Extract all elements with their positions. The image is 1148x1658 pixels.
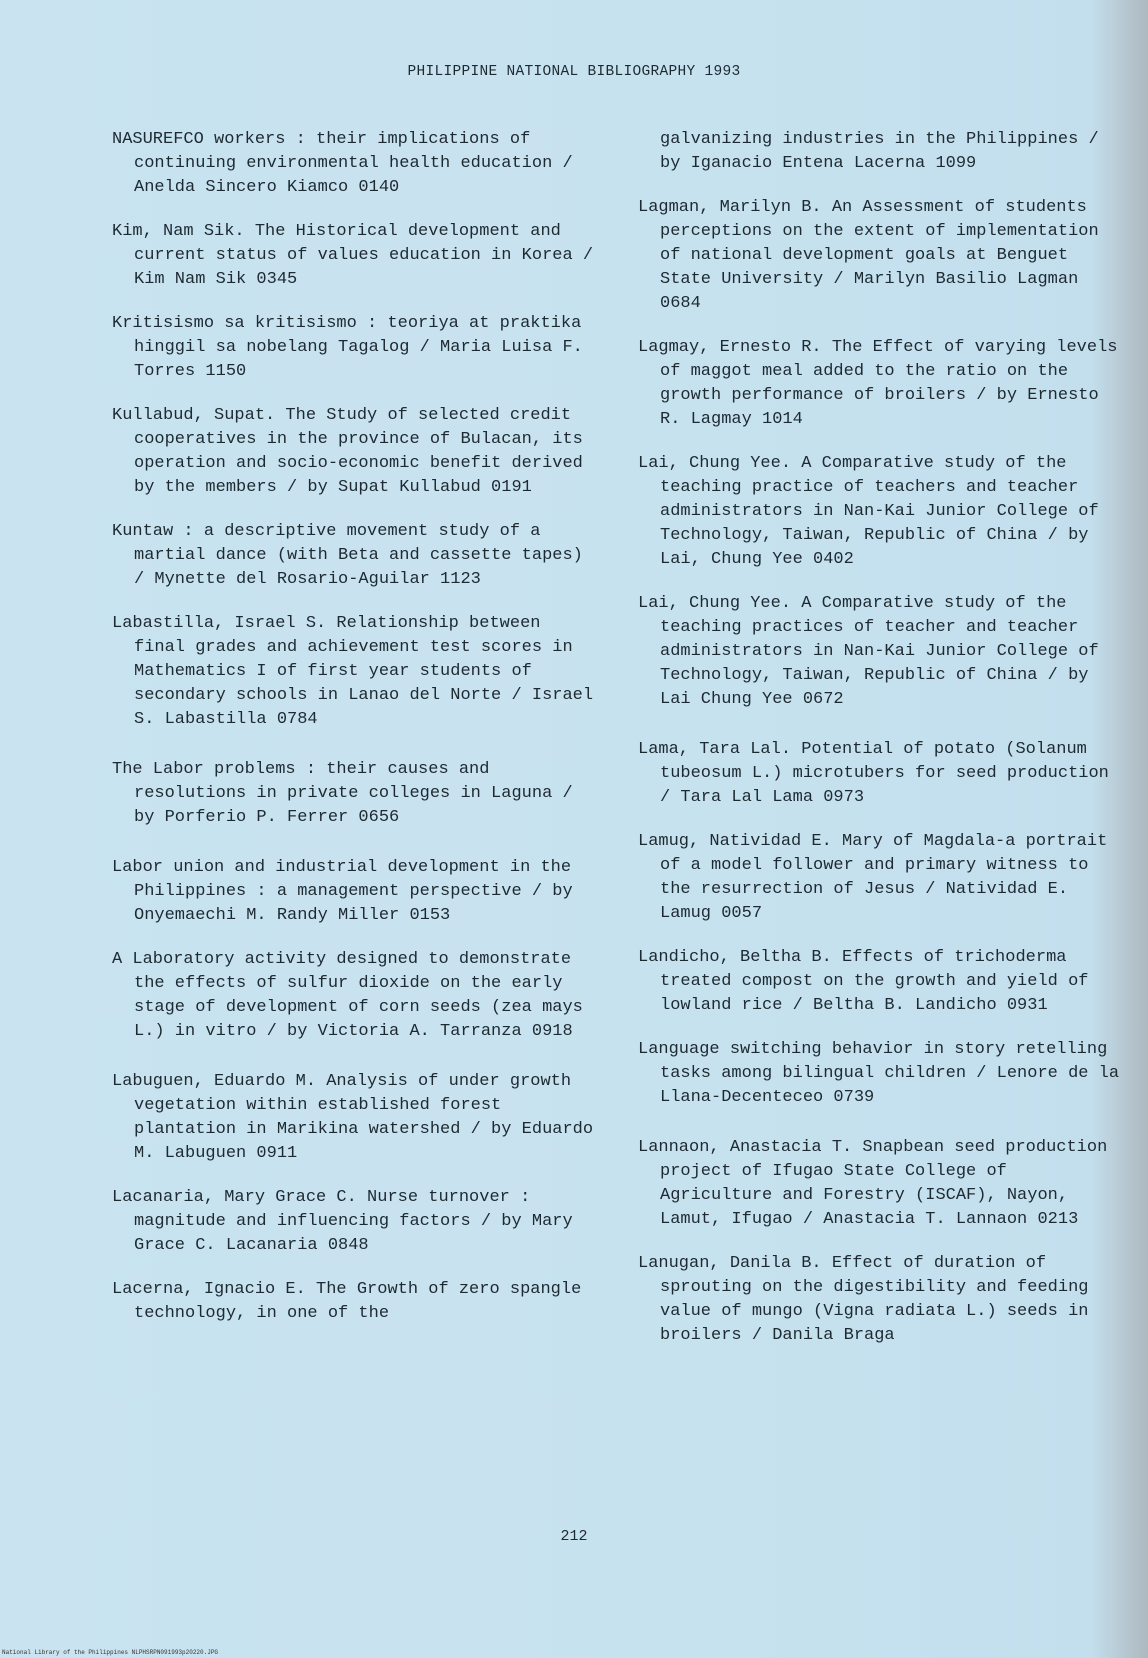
bibliography-entry: Lacerna, Ignacio E. The Growth of zero spangle technology, in one of the [112,1280,582,1323]
bibliography-entry: Landicho, Beltha B. Effects of trichoderma treated compost on the growth and yield of lowland rice / Beltha B. Landicho 0931 [638,948,1089,1015]
bibliography-entry: Labastilla, Israel S. Relationship between final grades and achievement test scores in Mathematics I of first year students of secondary schools in Lanao del Norte / Israel S. Labastilla 0784 [112,614,594,729]
bibliography-entry: Lai, Chung Yee. A Comparative study of the teaching practice of teachers and teacher administrators in Nan-Kai Junior College of Technology, Taiwan, Republic of China / by Lai, Chung Yee 0402 [638,454,1099,569]
bibliography-entry: Lai, Chung Yee. A Comparative study of the teaching practices of teacher and teacher administrators in Nan-Kai Junior College of Technology, Taiwan, Republic of China / by Lai Chung Yee 0672 [638,594,1099,709]
bibliography-entry: Lacanaria, Mary Grace C. Nurse turnover : magnitude and influencing factors / by Mary Grace C. Lacanaria 0848 [112,1188,573,1255]
bibliography-entry: Kuntaw : a descriptive movement study of a martial dance (with Beta and cassette tapes) / Mynette del Rosario-Aguilar 1123 [112,522,583,589]
bibliography-entry: A Laboratory activity designed to demonstrate the effects of sulfur dioxide on the early stage of development of corn seeds (zea mays L.) in vitro / by Victoria A. Tarranza 0918 [112,950,583,1041]
left-column [112,128,600,1346]
bibliography-entry: Lagmay, Ernesto R. The Effect of varying levels of maggot meal added to the ratio on the growth performance of broilers / by Ernesto R. Lagmay 1014 [638,338,1118,429]
bibliography-entry: Kritisismo sa kritisismo : teoriya at praktika hinggil sa nobelang Tagalog / Maria Luisa F. Torres 1150 [112,314,583,381]
bibliography-entry: Labuguen, Eduardo M. Analysis of under growth vegetation within established forest plantation in Marikina watershed / by Eduardo M. Labuguen 0911 [112,1072,594,1163]
bibliography-entry-continuation: galvanizing industries in the Philippines / by Iganacio Entena Lacerna 1099 [660,130,1099,173]
bibliography-entry: Labor union and industrial development in the Philippines : a management perspective / by Onyemaechi M. Randy Miller 0153 [112,858,573,925]
bibliography-entry: Lama, Tara Lal. Potential of potato (Solanum tubeosum L.) microtubers for seed production / Tara Lal Lama 0973 [638,740,1109,807]
scan-credit: National Library of the Philippines NLPHSRPN091993p20220.JPG [2,1649,219,1656]
running-header: PHILIPPINE NATIONAL BIBLIOGRAPHY 1993 [407,64,741,80]
bibliography-entry: The Labor problems : their causes and resolutions in private colleges in Laguna / by Porferio P. Ferrer 0656 [112,760,573,827]
bibliography-entry: NASUREFCO workers : their implications of continuing environmental health education / Anelda Sincero Kiamco 0140 [112,130,573,197]
bibliography-entry: Kullabud, Supat. The Study of selected credit cooperatives in the province of Bulacan, its operation and socio-economic benefit derived by the members / by Supat Kullabud 0191 [112,406,583,497]
bibliography-entry: Lanugan, Danila B. Effect of duration of sprouting on the digestibility and feeding value of mungo (Vigna radiata L.) seeds in broilers / Danila Braga [638,1254,1089,1345]
bibliography-entry: Kim, Nam Sik. The Historical development and current status of values education in Korea / Kim Nam Sik 0345 [112,222,594,289]
right-column [638,128,1126,1368]
bibliography-entry: Lannaon, Anastacia T. Snapbean seed production project of Ifugao State College of Agriculture and Forestry (ISCAF), Nayon, Lamut, Ifugao / Anastacia T. Lannaon 0213 [638,1138,1108,1229]
bibliography-entry: Lamug, Natividad E. Mary of Magdala-a portrait of a model follower and primary witness to the resurrection of Jesus / Natividad E. Lamug 0057 [638,832,1108,923]
bibliography-entry: Lagman, Marilyn B. An Assessment of students perceptions on the extent of implementation of national development goals at Benguet State University / Marilyn Basilio Lagman 0684 [638,198,1099,313]
page-number: 212 [560,1528,588,1545]
bibliography-entry: Language switching behavior in story retelling tasks among bilingual children / Lenore de la Llana-Decenteceo 0739 [638,1040,1120,1107]
